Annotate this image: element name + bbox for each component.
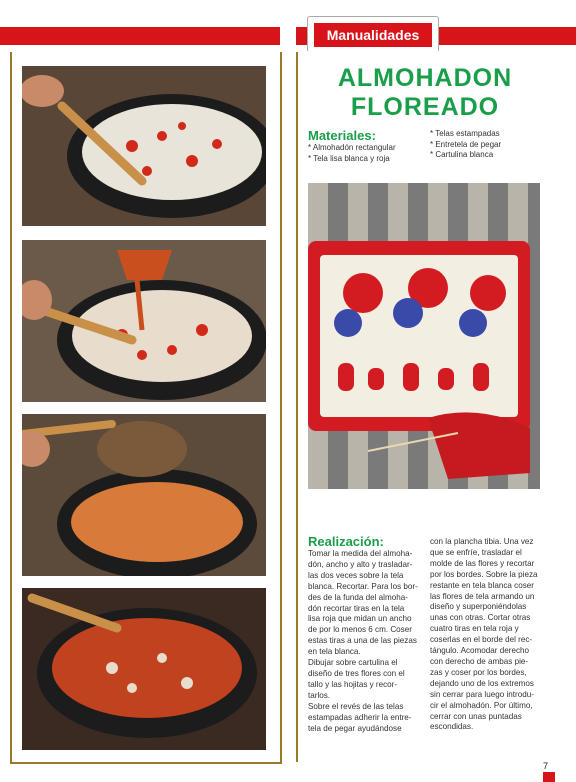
- text-line: estampadas adherir la entre-: [308, 712, 412, 722]
- cooking-photo-3: [22, 414, 266, 576]
- material-item: * Almohadón rectangular: [308, 143, 396, 152]
- realizacion-heading: Realización:: [308, 534, 384, 549]
- text-line: las dos veces sobre la tela: [308, 570, 404, 580]
- material-item: * Telas estampadas: [430, 129, 500, 138]
- material-item: * Tela lisa blanca y roja: [308, 153, 390, 163]
- text-line: Tomar la medida del almoha-: [308, 549, 413, 558]
- text-line: restante en tela blanca coser: [430, 580, 534, 590]
- text-line: dón, ancho y alto y trasladar-: [308, 559, 413, 569]
- text-line: en tela blanca.: [308, 647, 361, 657]
- material-item: * Cartulina blanca: [430, 150, 494, 159]
- text-line: sin cerrar para luego introdu-: [430, 689, 534, 699]
- cooking-photo-1: [22, 66, 266, 226]
- cooking-photo-2: [22, 240, 266, 402]
- text-line: por los bordes. Sobre la pieza: [430, 569, 538, 579]
- realizacion-col2: [430, 537, 548, 733]
- text-line: tarlos.: [308, 690, 331, 700]
- realizacion-col1: [308, 549, 426, 734]
- material-item: * Entretela de pegar: [430, 139, 502, 149]
- materials-col2: [430, 129, 501, 161]
- title-line-1: ALMOHADON: [337, 64, 513, 92]
- header-red-bar-left: [0, 27, 280, 45]
- text-line: que se enfríe, trasladar el: [430, 547, 522, 557]
- text-line: lisa roja que midan un ancho: [308, 614, 412, 624]
- text-line: diseño de tres flores con el: [308, 668, 405, 678]
- text-line: coserlas en el borde del rec-: [430, 635, 533, 645]
- page-number: 7: [543, 761, 549, 771]
- section-tab: [307, 16, 439, 51]
- text-line: zas y coser por los bordes,: [430, 667, 527, 677]
- text-line: escondidas.: [430, 722, 474, 732]
- text-line: dejando uno de los extremos: [430, 678, 534, 688]
- text-line: tángulo. Acomodar derecho: [430, 646, 529, 656]
- text-line: las flores de tela armando un: [430, 591, 535, 601]
- text-line: cuatro tiras en tela roja y: [430, 624, 519, 634]
- text-line: blanca. Recortar. Para los bor-: [308, 581, 418, 591]
- page-corner-marker: [543, 772, 555, 782]
- text-line: Dibujar sobre cartulina el: [308, 658, 398, 668]
- text-line: tallo y las hojitas y recor-: [308, 679, 398, 689]
- text-line: estas tiras a una de las piezas: [308, 636, 417, 646]
- text-line: cerrar con unas puntadas: [430, 711, 522, 721]
- text-line: Sobre el revés de las telas: [308, 701, 404, 711]
- title-line-2: FLOREADO: [350, 93, 500, 121]
- text-line: con la plancha tibia. Una vez: [430, 537, 534, 546]
- section-label: Manualidades: [314, 23, 432, 47]
- text-line: con derecho de ambas pie-: [430, 656, 529, 666]
- materials-heading: Materiales:: [308, 128, 376, 143]
- text-line: tela de pegar ayudándose: [308, 723, 402, 733]
- materials-col1: [308, 143, 396, 164]
- text-line: des de la funda del almoha-: [308, 592, 408, 602]
- text-line: cir el almohadón. Por último,: [430, 700, 533, 710]
- text-line: unas con otras. Cortar otras: [430, 613, 531, 623]
- pillow-photo: [308, 183, 540, 489]
- text-line: diseño y superponiéndolas: [430, 602, 527, 612]
- text-line: de por lo menos 6 cm. Coser: [308, 625, 412, 635]
- cooking-photo-4: [22, 588, 266, 750]
- text-line: molde de las flores y recortar: [430, 558, 535, 568]
- text-line: dón recortar tiras en la tela: [308, 603, 405, 613]
